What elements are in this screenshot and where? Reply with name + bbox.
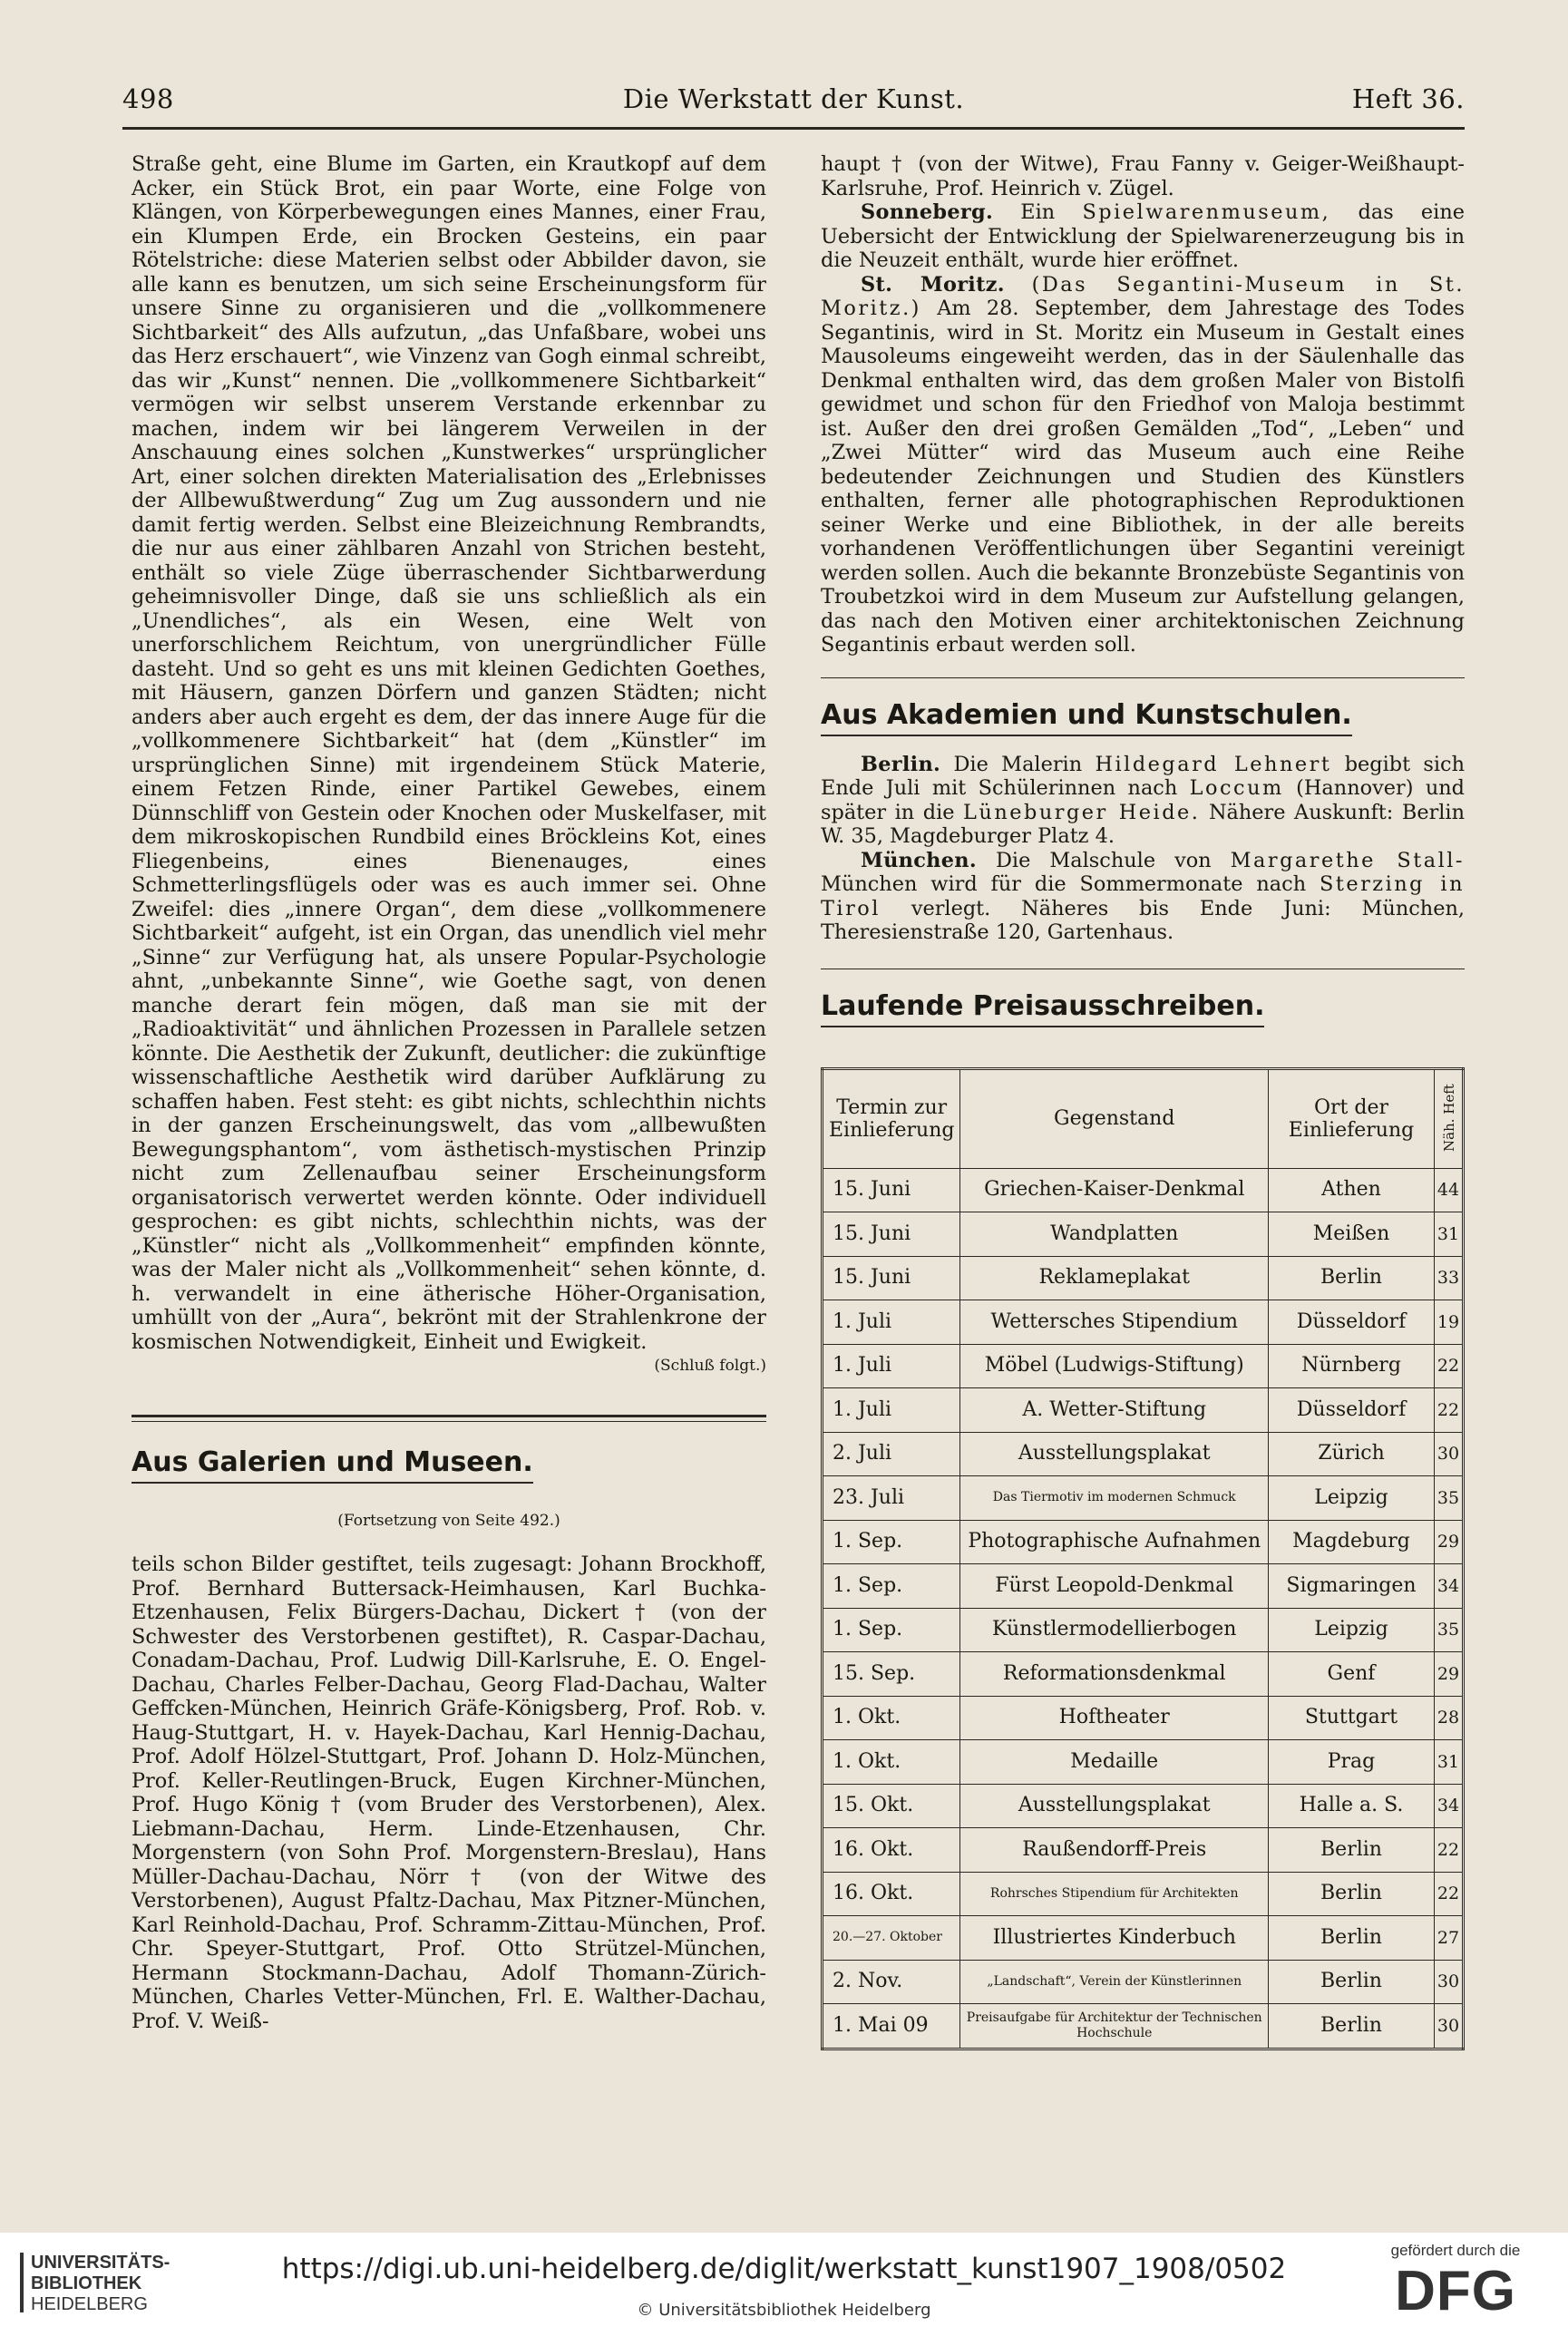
table-row [823,1696,1464,1740]
cell-place: Magdeburg [1269,1520,1435,1564]
cell-issue: 31 [1435,1740,1464,1785]
cell-deadline: 1. Juli [823,1300,960,1345]
news-item-st-moritz: St. Moritz. (Das Segantini-Museum in St. Moritz.) Am 28. September, dem Jahrestage des Todes Segantinis, wird in St. Moritz ein Museum in Gestalt eines Mausoleums eingeweiht werden, das in der Säulenhalle das Denkmal enthalten wird, das dem großen Maler von Bistolfi gewidmet und schon für den Friedhof von Maloja bestimmt ist. Außer den drei großen Gemälden „Tod“, „Leben“ und „Zwei Mütter“ wird das Museum auch eine Reihe bedeutender Zeichnungen und Studien des Künstlers enthalten, ferner alle photographischen Reproduktionen seiner Werke und eine Bibliothek, in der alle bereits vorhandenen Veröffentlichungen über Segantini vereinigt werden sollen. Auch die bekannte Bronzebüste Segantinis von Troubetzkoi wird in dem Museum zur Aufstellung gelangen, das nach den Motiven einer architektonischen Zeichnung Segantinis erbaut werden soll. [821,272,1466,657]
cell-issue: 19 [1435,1300,1464,1345]
table-row [823,1652,1464,1697]
cell-subject: Ausstellungsplakat [960,1432,1269,1476]
article-signoff: (Schluß folgt.) [654,1357,766,1375]
cell-subject: Preisaufgabe für Architektur der Technischen Hochschule [960,2004,1269,2049]
table-row [823,1256,1464,1300]
cell-deadline: 2. Nov. [823,1960,960,2004]
cell-subject: Hoftheater [960,1696,1269,1740]
continuation-note: (Fortsetzung von Seite 492.) [337,1511,560,1530]
cell-deadline: 1. Okt. [823,1740,960,1785]
table-row [823,1212,1464,1257]
cell-issue: 35 [1435,1476,1464,1521]
news-item-muenchen: München. Die Malschule von Margarethe Stall- München wird für die Sommermonate nach Sterzing in Tirol verlegt. Näheres bis Ende Juni: München, Theresienstraße 120, Gartenhaus. [821,848,1465,944]
cell-place: Prag [1269,1740,1435,1785]
cell-deadline: 16. Okt. [823,1872,960,1916]
cell-issue: 28 [1435,1696,1464,1740]
cell-deadline: 1. Juli [823,1344,960,1388]
cell-subject: Reklameplakat [960,1256,1269,1300]
cell-subject: Illustriertes Kinderbuch [960,1916,1269,1961]
cell-deadline: 15. Sep. [823,1652,960,1697]
journal-title: Die Werkstatt der Kunst. [622,83,965,114]
table-row [823,1300,1464,1345]
cell-place: Berlin [1269,1828,1435,1873]
cell-deadline: 15. Juni [823,1168,960,1212]
table-row [823,1608,1464,1652]
page-number: 498 [122,83,174,114]
cell-place: Genf [1269,1652,1435,1697]
cell-subject: „Landschaft“, Verein der Künstlerinnen [960,1960,1269,2004]
cell-issue: 22 [1435,1388,1464,1433]
cell-subject: Ausstellungsplakat [960,1784,1269,1828]
cell-deadline: 1. Sep. [823,1564,960,1609]
table-row [823,1828,1464,1873]
cell-subject: Griechen-Kaiser-Denkmal [960,1168,1269,1212]
cell-deadline: 1. Juli [823,1388,960,1433]
cell-place: Düsseldorf [1269,1300,1435,1345]
table-row [823,1476,1464,1521]
table-row [823,1432,1464,1476]
cell-deadline: 1. Okt. [823,1696,960,1740]
table-header-row [823,1068,1464,1168]
cell-issue: 29 [1435,1652,1464,1697]
table-row [823,1344,1464,1388]
table-row [823,2004,1464,2049]
table-row [823,1916,1464,1961]
place-sonneberg: Sonneberg. [861,200,994,224]
cell-issue: 34 [1435,1564,1464,1609]
dfg-logo: gefördert durch die DFG [1390,2242,1521,2322]
news-item-sonneberg: Sonneberg. Ein Spielwarenmuseum, das eine Uebersicht der Entwicklung der Spielwarenerzeugung bis in die Neuzeit enthält, wurde hier eröffnet. [821,200,1465,272]
copyright-notice: © Universitätsbibliothek Heidelberg [637,2301,931,2320]
cell-subject: Rohrsches Stipendium für Architekten [960,1872,1269,1916]
cell-deadline: 23. Juli [823,1476,960,1521]
cell-deadline: 15. Okt. [823,1784,960,1828]
cell-issue: 22 [1435,1344,1464,1388]
table-row [823,1388,1464,1433]
cell-place: Leipzig [1269,1476,1435,1521]
cell-subject: Künstlermodellierbogen [960,1608,1269,1652]
place-muenchen: München. [861,848,977,872]
header-place: Ort der Einlieferung [1269,1068,1435,1168]
cell-place: Berlin [1269,1960,1435,2004]
cell-subject: Wandplatten [960,1212,1269,1257]
cell-place: Berlin [1269,1872,1435,1916]
cell-place: Athen [1269,1168,1435,1212]
cell-place: Düsseldorf [1269,1388,1435,1433]
table-row [823,1784,1464,1828]
cell-place: Zürich [1269,1432,1435,1476]
cell-place: Nürnberg [1269,1344,1435,1388]
cell-subject: Medaille [960,1740,1269,1785]
cell-issue: 22 [1435,1828,1464,1873]
table-row [823,1520,1464,1564]
section-heading-competitions: Laufende Preisausschreiben. [821,989,1264,1027]
cell-deadline: 2. Juli [823,1432,960,1476]
cell-issue: 27 [1435,1916,1464,1961]
donor-list-end: haupt † (von der Witwe), Frau Fanny v. Geiger-Weißhaupt-Karlsruhe, Prof. Heinrich v. Zügel. [821,152,1465,200]
place-st-moritz: St. Moritz. [861,272,1005,297]
cell-deadline: 15. Juni [823,1212,960,1257]
cell-place: Halle a. S. [1269,1784,1435,1828]
cell-deadline: 16. Okt. [823,1828,960,1873]
cell-place: Berlin [1269,2004,1435,2049]
table-row [823,1564,1464,1609]
cell-deadline: 1. Sep. [823,1520,960,1564]
right-column [821,152,1465,2050]
cell-issue: 31 [1435,1212,1464,1257]
place-berlin: Berlin. [861,752,941,776]
cell-issue: 35 [1435,1608,1464,1652]
cell-issue: 33 [1435,1256,1464,1300]
university-library-logo: UNIVERSITÄTS- BIBLIOTHEK HEIDELBERG [20,2253,192,2315]
section-heading-galleries: Aus Galerien und Museen. [131,1446,533,1484]
cell-place: Sigmaringen [1269,1564,1435,1609]
cell-place: Meißen [1269,1212,1435,1257]
cell-place: Leipzig [1269,1608,1435,1652]
cell-issue: 30 [1435,2004,1464,2049]
cell-issue: 30 [1435,1960,1464,2004]
cell-issue: 30 [1435,1432,1464,1476]
header-subject: Gegenstand [960,1068,1269,1168]
competitions-table [821,1067,1465,2050]
competitions-table-body [823,1168,1464,2049]
cell-subject: Das Tiermotiv im modernen Schmuck [960,1476,1269,1521]
article-paragraph: Straße geht, eine Blume im Garten, ein Krautkopf auf dem Acker, ein Stück Brot, ein paar Worte, eine Folge von Klängen, von Körperbewegungen eines Mannes, einer Frau, ein Klumpen Erde, ein Brocken Gesteins, ein paar Rötelstriche: diese Materien selbst oder Abbilder davon, sie alle kann es benutzen, um sich seine Erscheinungsform für unsere Sinne zu organisieren und die „vollkommenere Sichtbarkeit“ des Alls aufzutun, „das Unfaßbare, wobei uns das Herz erschauert“, wie Vinzenz van Gogh einmal schreibt, das wir „Kunst“ nennen. Die „vollkommenere Sichtbarkeit“ vermögen wir selbst unserem Verstande erkennbar zu machen, indem wir bei längerem Verweilen in der Anschauung eines solchen „Kunstwerkes“ ursprünglicher Art, einer solchen direkten Materialisation des „Erlebnisses der Allbewußtwerdung“ Zug um Zug aussondern und nie damit fertig werden. Selbst eine Bleizeichnung Rembrandts, die nur aus einer zählbaren Anzahl von Strichen besteht, enthält so viele Züge überraschender Sichtbarwerdung geheimnisvoller Dinge, daß sie uns schließlich als ein „Unendliches“, als ein Wesen, eine Welt von unerforschlichem Reichtum, von unergründlicher Fülle dasteht. Und so geht es uns mit kleinen Gedichten Goethes, mit Häusern, ganzen Dörfern und ganzen Städten; nicht anders aber auch ergeht es dem, der das innere Auge für die „vollkommenere Sichtbarkeit“ hat (dem „Künstler“ im ursprünglichen Sinne) mit irgendeinem Stück Materie, einem Fetzen Rinde, einer Partikel Gewebes, einem Dünnschliff von Gestein oder Knochen oder Muskelfaser, mit dem mikroskopischen Rundbild eines Bröckleins Kot, eines Fliegenbeins, eines Bienenauges, eines Schmetterlingsflügels oder was es auch immer sei. Ohne Zweifel: dies „innere Organ“, dem diese „vollkommenere Sichtbarkeit“ aufgeht, ist ein Organ, das unendlich viel mehr „Sinne“ zur Verfügung hat, als unsere Popular-Psychologie ahnt, „unbekannte Sinne“, wie Goethe sagt, von denen manche derart fein mögen, daß man sie mit der „Radioaktivität“ und ähnlichen Prozessen in Parallele setzen könnte. Die Aesthetik der Zukunft, deutlicher: die zukünftige wissenschaftliche Aesthetik wird darüber Aufklärung zu schaffen haben. Fest steht: es gibt nichts, schlechthin nichts in der ganzen Erscheinungswelt, das vom „allbewußten Bewegungsphantom“, vom ästhetisch-mystischen Prinzip nicht zum Zellenaufbau seiner Erscheinungsform organisatorisch verwertet werden könnte. Oder individuell gesprochen: es gibt nichts, schlechthin nichts, was der „Künstler“ nicht als „Vollkommenheit“ empfinden könnte, was der Maler nicht als „Vollkommenheit“ sehen könnte, d. h. verwandelt in eine ätherische Höher-Organisation, umhüllt von der „Aura“, bekrönt mit der Strahlenkrone der kosmischen Notwendigkeit, Einheit und Ewigkeit. [131,152,766,1354]
cell-deadline: 20.—27. Oktober [823,1916,960,1961]
header-issue: Näh. Heft [1435,1068,1464,1168]
library-footer [0,2233,1568,2346]
cell-issue: 34 [1435,1784,1464,1828]
left-column [131,152,766,2033]
cell-deadline: 1. Sep. [823,1608,960,1652]
cell-issue: 29 [1435,1520,1464,1564]
running-head [122,83,1465,129]
cell-subject: A. Wetter-Stiftung [960,1388,1269,1433]
table-row [823,1960,1464,2004]
donor-list-paragraph: teils schon Bilder gestiftet, teils zugesagt: Johann Brockhoff, Prof. Bernhard Buttersack-Heimhausen, Karl Buchka-Etzenhausen, Felix Bürgers-Dachau, Dickert † (von der Schwester des Verstorbenen gestiftet), R. Caspar-Dachau, Conadam-Dachau, Prof. Ludwig Dill-Karlsruhe, E. O. Engel-Dachau, Charles Felber-Dachau, Georg Flad-Dachau, Walter Geffcken-München, Heinrich Gräfe-Königsberg, Prof. Rob. v. Haug-Stuttgart, H. v. Hayek-Dachau, Karl Hennig-Dachau, Prof. Adolf Hölzel-Stuttgart, Prof. Johann D. Holz-München, Prof. Keller-Reutlingen-Bruck, Eugen Kirchner-München, Prof. Hugo König † (vom Bruder des Verstorbenen), Alex. Liebmann-Dachau, Herm. Linde-Etzenhausen, Chr. Morgenstern (von Sohn Prof. Morgenstern-Breslau), Hans Müller-Dachau-Dachau, Nörr † (von der Witwe des Verstorbenen), August Pfaltz-Dachau, Max Pitzner-München, Karl Reinhold-Dachau, Prof. Schramm-Zittau-München, Prof. Chr. Speyer-Stuttgart, Prof. Otto Strützel-München, Hermann Stockmann-Dachau, Adolf Thomann-Zürich-München, Charles Vetter-München, Frl. E. Walther-Dachau, Prof. V. Weiß- [131,1553,766,2033]
table-row [823,1740,1464,1785]
cell-subject: Fürst Leopold-Denkmal [960,1564,1269,1609]
news-item-berlin: Berlin. Die Malerin Hildegard Lehnert begibt sich Ende Juli mit Schülerinnen nach Loccum (Hannover) und später in die Lüneburger Heide. Nähere Auskunft: Berlin W. 35, Magdeburger Platz 4. [821,752,1466,848]
cell-deadline: 1. Mai 09 [823,2004,960,2049]
cell-subject: Photographische Aufnahmen [960,1520,1269,1564]
cell-issue: 22 [1435,1872,1464,1916]
permalink-url[interactable]: https://digi.ub.uni-heidelberg.de/diglit/werkstatt_kunst1907_1908/0502 [281,2253,1287,2285]
header-deadline: Termin zur Einlieferung [823,1068,960,1168]
cell-place: Stuttgart [1269,1696,1435,1740]
table-row [823,1872,1464,1916]
header-rule [122,127,1465,130]
cell-subject: Raußendorff-Preis [960,1828,1269,1873]
section-divider [131,1415,766,1422]
cell-deadline: 15. Juni [823,1256,960,1300]
table-row [823,1168,1464,1212]
cell-place: Berlin [1269,1256,1435,1300]
cell-subject: Möbel (Ludwigs-Stiftung) [960,1344,1269,1388]
section-heading-academies: Aus Akademien und Kunstschulen. [821,698,1352,736]
cell-subject: Reformationsdenkmal [960,1652,1269,1697]
cell-place: Berlin [1269,1916,1435,1961]
issue-number: Heft 36. [1351,83,1465,114]
section-divider [821,677,1465,678]
cell-subject: Wettersches Stipendium [960,1300,1269,1345]
cell-issue: 44 [1435,1168,1464,1212]
